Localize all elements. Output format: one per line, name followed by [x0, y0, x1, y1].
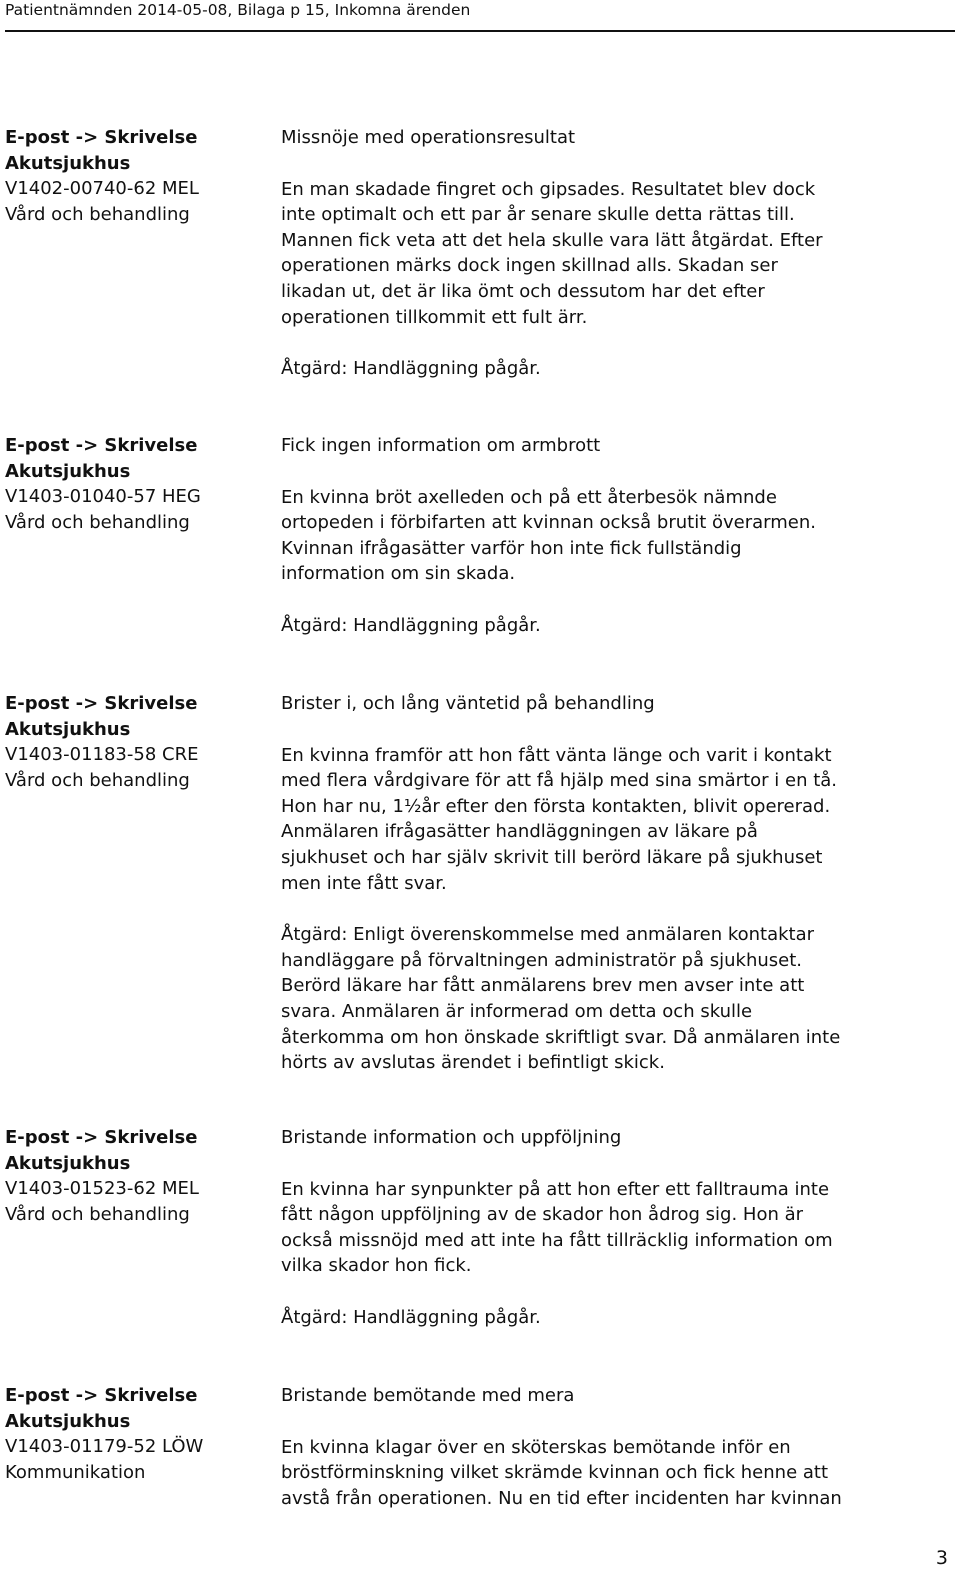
case-id: V1403-01179-52 LÖW — [5, 1436, 204, 1458]
case-category: Vård och behandling — [5, 511, 190, 533]
case-channel: E-post -> Skrivelse — [5, 435, 198, 456]
case-title: Brister i, och lång väntetid på behandling — [281, 693, 655, 714]
case-body — [281, 125, 951, 382]
case-description: En kvinna klagar över en sköterskas bemötande inför en bröstförminskning vilket skrämde kvinnan och fick henne att avstå från operationen. Nu en tid efter incidenten har kvinnan — [281, 1436, 842, 1509]
case-description: En kvinna framför att hon fått vänta länge och varit i kontakt med flera vårdgivare för att få hjälp med sina smärtor i en tå. Hon har nu, 1½år efter den första kontakten, blivit opererad. Anmälaren ifrågasätter handläggningen av läkare på sjukhuset och har själv skrivit till berörd läkare på sjukhuset men inte fått svar. — [281, 744, 838, 894]
case-title: Bristande bemötande med mera — [281, 1385, 575, 1406]
case-description: En kvinna har synpunkter på att hon efter ett falltrauma inte fått någon uppföljning av de skador hon ådrog sig. Hon är också missnöjd med att inte ha fått tillräcklig information om vilka skador hon fick. — [281, 1178, 833, 1277]
case-unit: Akutsjukhus — [5, 718, 131, 740]
page-number: 3 — [935, 1547, 948, 1569]
case-id: V1403-01523-62 MEL — [5, 1178, 199, 1200]
case-category: Vård och behandling — [5, 1203, 190, 1225]
case-unit: Akutsjukhus — [5, 1152, 131, 1174]
case-title: Fick ingen information om armbrott — [281, 435, 601, 456]
case-unit: Akutsjukhus — [5, 152, 131, 174]
case-action: Åtgärd: Enligt överenskommelse med anmälaren kontaktar handläggare på förvaltningen administratör på sjukhuset. Berörd läkare har fått anmälarens brev men avser inte att svara. Anmälaren är informerad om detta och skulle återkomma om hon önskade skriftligt svar. Då anmälaren inte hörts av avslutas ärendet i befintligt skick. — [281, 924, 841, 1074]
header-title: Patientnämnden 2014-05-08, Bilaga p 15, Inkomna ärenden — [5, 1, 471, 19]
case-title: Bristande information och uppföljning — [281, 1127, 622, 1148]
case-id: V1403-01040-57 HEG — [5, 486, 201, 508]
case-unit: Akutsjukhus — [5, 460, 131, 482]
case-body — [281, 433, 951, 639]
case-id: V1402-00740-62 MEL — [5, 178, 199, 200]
case-channel: E-post -> Skrivelse — [5, 693, 198, 714]
case-action: Åtgärd: Handläggning pågår. — [281, 614, 541, 636]
case-body — [281, 691, 951, 1076]
case-id: V1403-01183-58 CRE — [5, 744, 199, 766]
case-category: Vård och behandling — [5, 769, 190, 791]
case-channel: E-post -> Skrivelse — [5, 1127, 198, 1148]
case-body — [281, 1125, 951, 1331]
case-meta — [5, 691, 275, 793]
case-action: Åtgärd: Handläggning pågår. — [281, 1306, 541, 1328]
page-header — [5, 0, 955, 32]
case-category: Kommunikation — [5, 1461, 146, 1483]
case-meta — [5, 433, 275, 535]
case-category: Vård och behandling — [5, 203, 190, 225]
case-body — [281, 1383, 951, 1537]
case-unit: Akutsjukhus — [5, 1410, 131, 1432]
case-meta — [5, 125, 275, 227]
case-description: En man skadade fingret och gipsades. Resultatet blev dock inte optimalt och ett par år senare skulle detta rättas till. Mannen fick veta att det hela skulle vara lätt åtgärdat. Efter operationen märks dock ingen skillnad alls. Skadan ser likadan ut, det är lika ömt och dessutom har det efter operationen tillkommit ett fult ärr. — [281, 178, 823, 328]
case-title: Missnöje med operationsresultat — [281, 127, 576, 148]
case-action: Åtgärd: Handläggning pågår. — [281, 358, 541, 380]
case-channel: E-post -> Skrivelse — [5, 127, 198, 148]
case-description: En kvinna bröt axelleden och på ett återbesök nämnde ortopeden i förbifarten att kvinnan också brutit överarmen. Kvinnan ifrågasätter varför hon inte fick fullständig information om sin skada. — [281, 486, 816, 585]
case-meta — [5, 1125, 275, 1227]
case-meta — [5, 1383, 275, 1485]
case-channel: E-post -> Skrivelse — [5, 1385, 198, 1406]
